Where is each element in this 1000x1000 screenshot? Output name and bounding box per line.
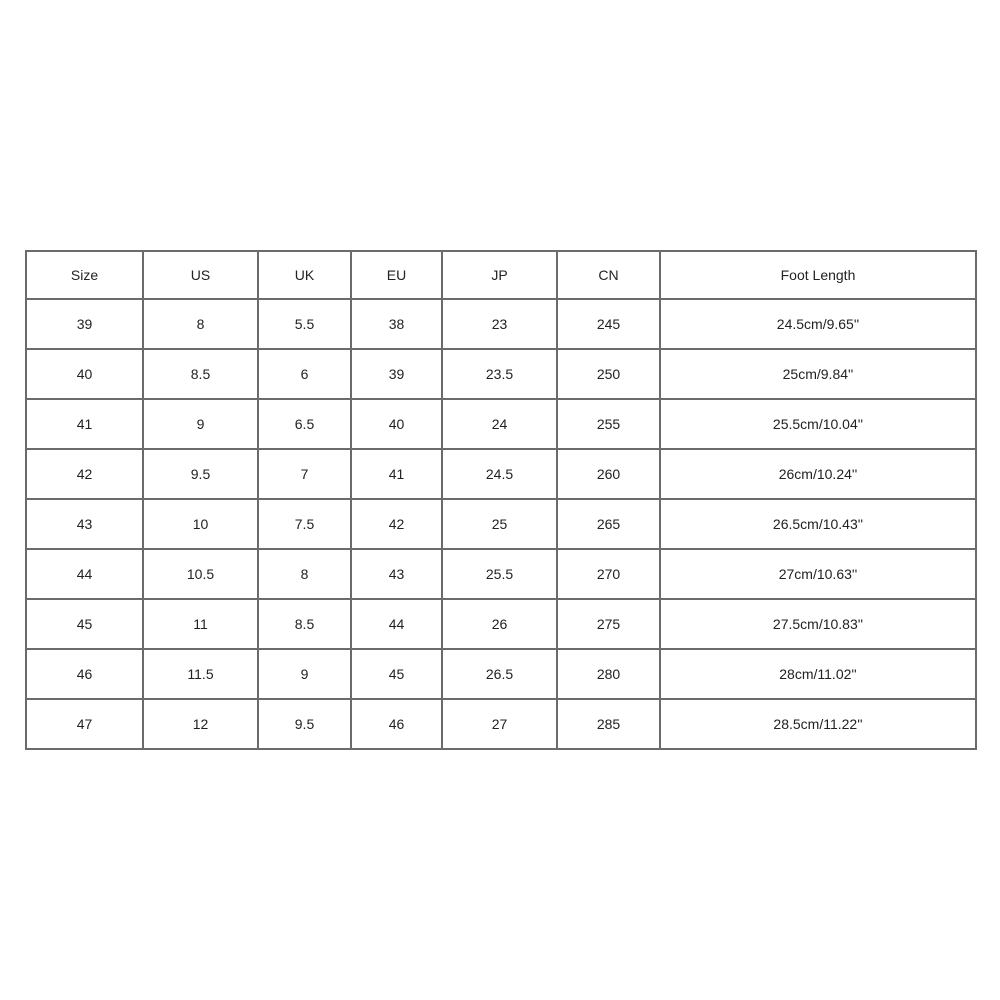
table-row xyxy=(26,399,976,449)
size-chart-table xyxy=(25,250,977,750)
header-foot-length: Foot Length xyxy=(660,251,976,299)
cell-cn: 285 xyxy=(557,699,660,749)
cell-size: 40 xyxy=(26,349,143,399)
cell-foot-length: 26.5cm/10.43'' xyxy=(660,499,976,549)
cell-size: 47 xyxy=(26,699,143,749)
cell-foot-length: 28cm/11.02'' xyxy=(660,649,976,699)
table-row xyxy=(26,699,976,749)
cell-foot-length: 25cm/9.84'' xyxy=(660,349,976,399)
cell-foot-length: 24.5cm/9.65'' xyxy=(660,299,976,349)
cell-uk: 7.5 xyxy=(258,499,351,549)
cell-us: 10.5 xyxy=(143,549,258,599)
header-eu: EU xyxy=(351,251,442,299)
cell-eu: 39 xyxy=(351,349,442,399)
cell-eu: 46 xyxy=(351,699,442,749)
cell-size: 45 xyxy=(26,599,143,649)
cell-uk: 6 xyxy=(258,349,351,399)
cell-us: 11.5 xyxy=(143,649,258,699)
table-row xyxy=(26,649,976,699)
cell-us: 9 xyxy=(143,399,258,449)
cell-jp: 23 xyxy=(442,299,557,349)
cell-eu: 44 xyxy=(351,599,442,649)
header-cn: CN xyxy=(557,251,660,299)
cell-uk: 9 xyxy=(258,649,351,699)
cell-cn: 250 xyxy=(557,349,660,399)
cell-size: 39 xyxy=(26,299,143,349)
cell-size: 41 xyxy=(26,399,143,449)
cell-us: 12 xyxy=(143,699,258,749)
cell-jp: 27 xyxy=(442,699,557,749)
cell-us: 11 xyxy=(143,599,258,649)
cell-foot-length: 27cm/10.63'' xyxy=(660,549,976,599)
header-us: US xyxy=(143,251,258,299)
table-row xyxy=(26,599,976,649)
cell-us: 9.5 xyxy=(143,449,258,499)
cell-uk: 8 xyxy=(258,549,351,599)
cell-cn: 280 xyxy=(557,649,660,699)
table-header-row xyxy=(26,251,976,299)
cell-eu: 45 xyxy=(351,649,442,699)
cell-cn: 260 xyxy=(557,449,660,499)
cell-jp: 26 xyxy=(442,599,557,649)
cell-us: 8.5 xyxy=(143,349,258,399)
cell-foot-length: 26cm/10.24'' xyxy=(660,449,976,499)
cell-jp: 26.5 xyxy=(442,649,557,699)
table-row xyxy=(26,549,976,599)
cell-foot-length: 28.5cm/11.22'' xyxy=(660,699,976,749)
cell-size: 43 xyxy=(26,499,143,549)
cell-cn: 270 xyxy=(557,549,660,599)
cell-foot-length: 27.5cm/10.83'' xyxy=(660,599,976,649)
header-size: Size xyxy=(26,251,143,299)
cell-cn: 275 xyxy=(557,599,660,649)
cell-uk: 8.5 xyxy=(258,599,351,649)
cell-size: 46 xyxy=(26,649,143,699)
table-row xyxy=(26,349,976,399)
cell-us: 10 xyxy=(143,499,258,549)
cell-cn: 265 xyxy=(557,499,660,549)
cell-size: 44 xyxy=(26,549,143,599)
cell-uk: 6.5 xyxy=(258,399,351,449)
cell-jp: 25.5 xyxy=(442,549,557,599)
header-uk: UK xyxy=(258,251,351,299)
cell-jp: 24.5 xyxy=(442,449,557,499)
cell-cn: 255 xyxy=(557,399,660,449)
cell-cn: 245 xyxy=(557,299,660,349)
cell-eu: 38 xyxy=(351,299,442,349)
cell-size: 42 xyxy=(26,449,143,499)
table-row xyxy=(26,449,976,499)
cell-eu: 40 xyxy=(351,399,442,449)
cell-uk: 5.5 xyxy=(258,299,351,349)
header-jp: JP xyxy=(442,251,557,299)
cell-jp: 24 xyxy=(442,399,557,449)
cell-eu: 42 xyxy=(351,499,442,549)
cell-jp: 23.5 xyxy=(442,349,557,399)
cell-uk: 9.5 xyxy=(258,699,351,749)
table-row xyxy=(26,299,976,349)
cell-us: 8 xyxy=(143,299,258,349)
cell-jp: 25 xyxy=(442,499,557,549)
cell-eu: 43 xyxy=(351,549,442,599)
table-row xyxy=(26,499,976,549)
cell-eu: 41 xyxy=(351,449,442,499)
cell-uk: 7 xyxy=(258,449,351,499)
cell-foot-length: 25.5cm/10.04'' xyxy=(660,399,976,449)
